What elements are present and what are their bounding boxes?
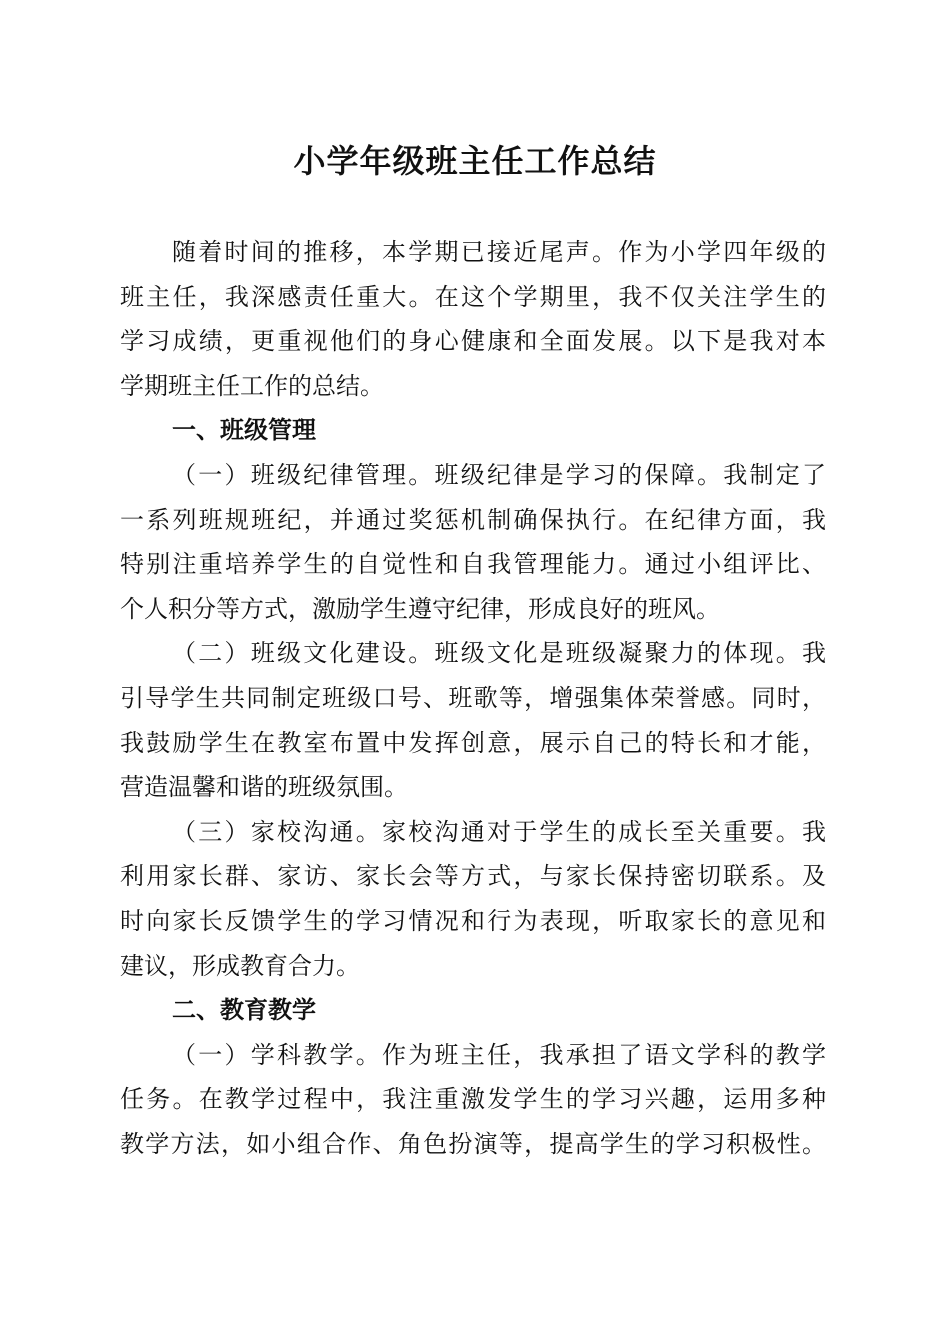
paragraph-line: 随着时间的推移，本学期已接近尾声。作为小学四年级的 <box>172 238 826 266</box>
paragraph <box>120 810 826 988</box>
paragraph-line: （一）学科教学。作为班主任，我承担了语文学科的教学 <box>172 1040 826 1069</box>
paragraph-line: 学期班主任工作的总结。 <box>120 371 384 400</box>
paragraph-line: 特别注重培养学生的自觉性和自我管理能力。通过小组评比、 <box>120 550 826 579</box>
paragraph-line: （一）班级纪律管理。班级纪律是学习的保障。我制定了 <box>172 460 826 489</box>
paragraph-line: 教学方法，如小组合作、角色扮演等，提高学生的学习积极性。 <box>120 1129 826 1158</box>
paragraph <box>120 631 826 809</box>
paragraph-line: （二）班级文化建设。班级文化是班级凝聚力的体现。我 <box>172 639 826 668</box>
paragraph-line: 时向家长反馈学生的学习情况和行为表现，听取家长的意见和 <box>120 906 826 935</box>
paragraph-line: 利用家长群、家访、家长会等方式，与家长保持密切联系。及 <box>120 862 826 891</box>
paragraph <box>120 453 826 631</box>
document-title: 小学年级班主任工作总结 <box>293 142 657 180</box>
section-heading: 二、教育教学 <box>172 996 316 1025</box>
paragraph-line: 建议，形成教育合力。 <box>120 951 360 980</box>
paragraph-line: 引导学生共同制定班级口号、班歌等，增强集体荣誉感。同时， <box>120 683 826 712</box>
paragraph-line: 我鼓励学生在教室布置中发挥创意，展示自己的特长和才能， <box>120 728 826 757</box>
paragraph <box>120 1033 826 1167</box>
document-body <box>120 230 826 1166</box>
paragraph-line: 一系列班规班纪，并通过奖惩机制确保执行。在纪律方面，我 <box>120 505 826 534</box>
paragraph-line: 营造温馨和谐的班级氛围。 <box>120 773 408 802</box>
paragraph-line: 学习成绩，更重视他们的身心健康和全面发展。以下是我对本 <box>120 327 826 356</box>
paragraph-line: 个人积分等方式，激励学生遵守纪律，形成良好的班风。 <box>120 594 720 623</box>
paragraph-line: （三）家校沟通。家校沟通对于学生的成长至关重要。我 <box>172 817 826 846</box>
paragraph <box>120 230 826 408</box>
paragraph-line: 班主任，我深感责任重大。在这个学期里，我不仅关注学生的 <box>120 282 826 311</box>
paragraph-line: 任务。在教学过程中，我注重激发学生的学习兴趣，运用多种 <box>120 1085 826 1114</box>
section-heading: 一、班级管理 <box>172 416 316 445</box>
